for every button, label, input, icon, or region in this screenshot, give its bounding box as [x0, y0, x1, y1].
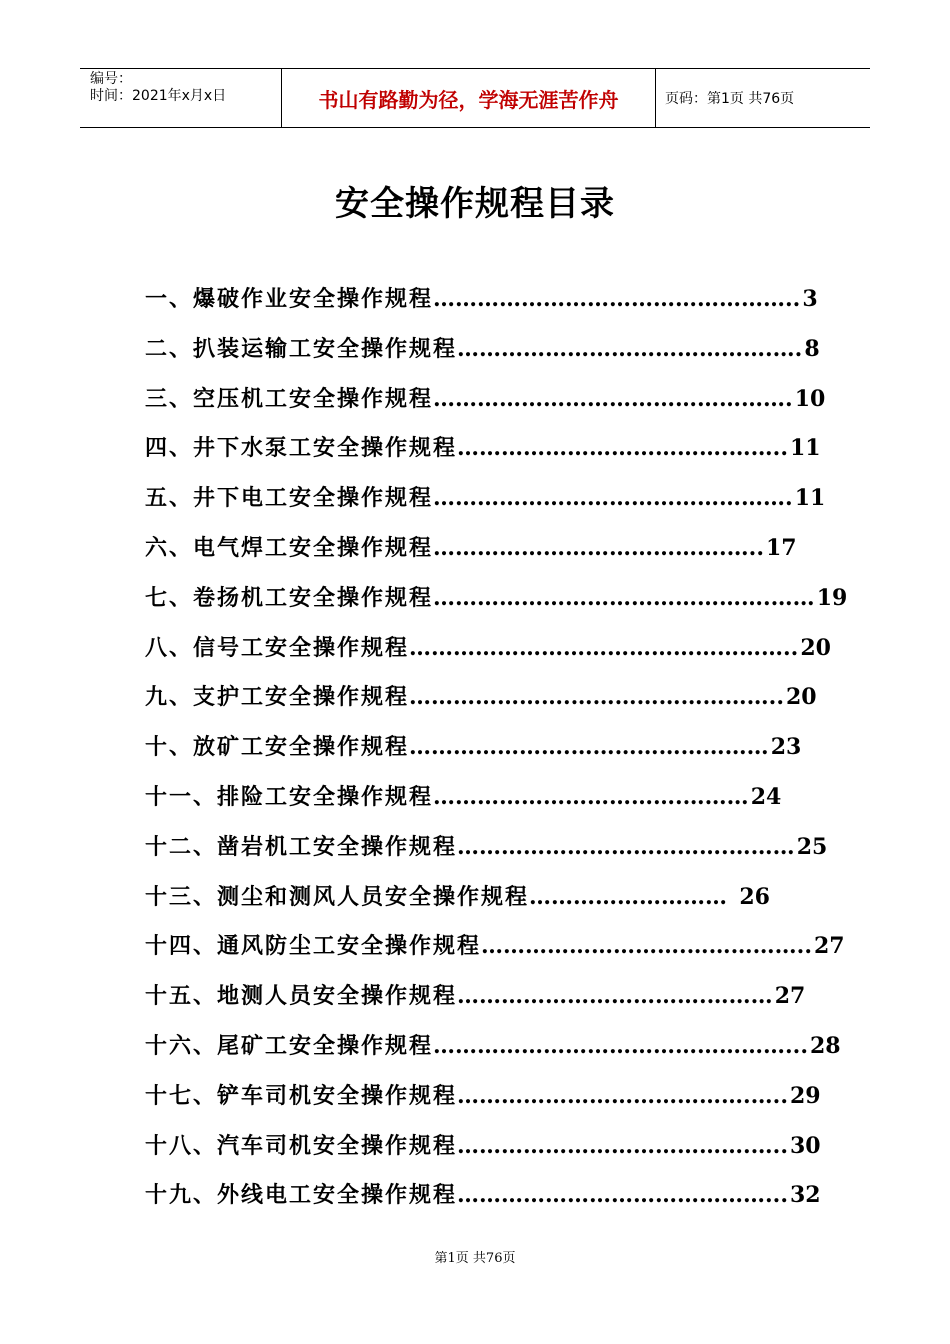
toc-entry[interactable]	[145, 923, 845, 973]
toc-page-number: 20	[800, 634, 831, 661]
toc-entry[interactable]	[145, 1073, 821, 1123]
toc-entry-title: 八、信号工安全操作规程	[145, 634, 410, 661]
toc-page-number: 11	[790, 435, 821, 462]
toc-entry-title: 二、扒装运输工安全操作规程	[145, 335, 458, 362]
toc-entry[interactable]	[145, 575, 848, 625]
toc-page-number: 25	[796, 833, 828, 860]
toc-page-number: 27	[814, 933, 845, 960]
toc-page-number: 32	[790, 1182, 821, 1209]
toc-leader: ……………………………………….……	[433, 584, 815, 611]
toc-page-number: 30	[790, 1132, 821, 1159]
toc-page-number: 19	[816, 584, 848, 611]
toc-entry-title: 四、井下水泵工安全操作规程	[145, 435, 458, 462]
toc-entry-title: 三、空压机工安全操作规程	[145, 385, 434, 412]
toc-entry-title: 十二、凿岩机工安全操作规程	[145, 833, 458, 860]
toc-entry[interactable]	[145, 525, 797, 575]
toc-entry-title: 十六、尾矿工安全操作规程	[145, 1032, 434, 1059]
toc-entry-title: 九、支护工安全操作规程	[145, 684, 410, 711]
toc-entry-title: 十三、测尘和测风人员安全操作规程	[145, 883, 530, 910]
toc-entry[interactable]	[145, 724, 802, 774]
toc-page-number: 17	[766, 534, 797, 561]
toc-leader: ……………………….……………..	[481, 933, 812, 960]
toc-leader: ……………………………………...	[457, 1182, 788, 1209]
toc-leader: …………………………….………	[457, 983, 773, 1010]
toc-entry-title: 七、卷扬机工安全操作规程	[145, 584, 434, 611]
toc-page-number: 8	[804, 335, 820, 362]
toc-entry[interactable]	[145, 625, 831, 675]
toc-entry-title: 六、电气焊工安全操作规程	[145, 534, 434, 561]
toc-entry[interactable]	[145, 973, 806, 1023]
toc-entry[interactable]	[145, 874, 770, 924]
toc-page-number: 27	[774, 983, 806, 1010]
page-footer: 第1页 共76页	[434, 1251, 516, 1266]
toc-entry[interactable]	[145, 1123, 821, 1173]
toc-entry-title: 十五、地测人员安全操作规程	[145, 983, 458, 1010]
toc-leader: ………………………………………….	[433, 485, 793, 512]
document-title: 安全操作规程目录	[335, 184, 615, 224]
toc-entry[interactable]	[145, 376, 826, 426]
header-meta	[80, 69, 282, 127]
toc-entry[interactable]	[145, 475, 826, 525]
toc-page-number: 20	[786, 684, 817, 711]
toc-leader: …………………………………………..	[433, 286, 801, 312]
toc-leader: …………………………………………...	[433, 1032, 808, 1059]
toc-entry-title: 五、井下电工安全操作规程	[145, 485, 434, 512]
toc-leader: ………………….………………………..	[409, 684, 784, 711]
toc-page-number: 10	[794, 385, 826, 412]
toc-leader: ………………………………….…..	[457, 1082, 788, 1109]
toc-page-number: 28	[810, 1032, 841, 1059]
toc-leader: …………………………….………	[433, 783, 749, 810]
toc-entry[interactable]	[145, 824, 828, 874]
header-motto: 书山有路勤为径，学海无涯苦作舟	[282, 69, 656, 127]
toc-leader: ……………………………….………	[457, 833, 795, 860]
toc-page-number: 29	[790, 1082, 821, 1109]
document-number-label: 编号：	[90, 71, 132, 87]
toc-entry[interactable]	[145, 425, 821, 475]
toc-entry-title: 十七、铲车司机安全操作规程	[145, 1082, 458, 1109]
toc-leader: ………………………………………….	[433, 385, 793, 412]
toc-leader: ………………………	[529, 883, 728, 910]
toc-entry[interactable]	[145, 1172, 821, 1222]
toc-leader: ………………………………….…..	[457, 1132, 788, 1159]
header-page-info: 页码：第1页 共76页	[665, 91, 795, 107]
toc-entry[interactable]	[145, 674, 817, 724]
toc-entry[interactable]	[145, 326, 820, 376]
toc-entry-title: 一、爆破作业安全操作规程	[145, 286, 434, 312]
toc-page-number: 23	[770, 734, 802, 761]
toc-leader: …………………………………….….	[457, 335, 803, 362]
toc-page-number: 11	[794, 485, 826, 512]
toc-entry-title: 十一、排险工安全操作规程	[145, 783, 434, 810]
toc-entry-title: 十四、通风防尘工安全操作规程	[145, 933, 482, 960]
toc-page-number: 24	[750, 783, 782, 810]
page-header	[80, 68, 870, 128]
toc-page-number: 26	[739, 883, 770, 910]
toc-entry-title: 十九、外线电工安全操作规程	[145, 1182, 458, 1209]
toc-entry[interactable]	[145, 276, 818, 326]
table-of-contents	[145, 276, 848, 1222]
toc-entry-title: 十、放矿工安全操作规程	[145, 734, 410, 761]
document-date: 时间：2021年x月x日	[90, 88, 227, 104]
toc-entry-title: 十八、汽车司机安全操作规程	[145, 1132, 458, 1159]
toc-leader: ……………………………….……..	[457, 435, 788, 462]
toc-leader: ………………………………….…..	[433, 534, 764, 561]
toc-entry[interactable]	[145, 774, 782, 824]
toc-leader: ……………………………………………..	[409, 634, 799, 661]
toc-page-number: 3	[802, 286, 818, 312]
toc-entry[interactable]	[145, 1023, 841, 1073]
toc-leader: ………………….………………………	[409, 734, 769, 761]
